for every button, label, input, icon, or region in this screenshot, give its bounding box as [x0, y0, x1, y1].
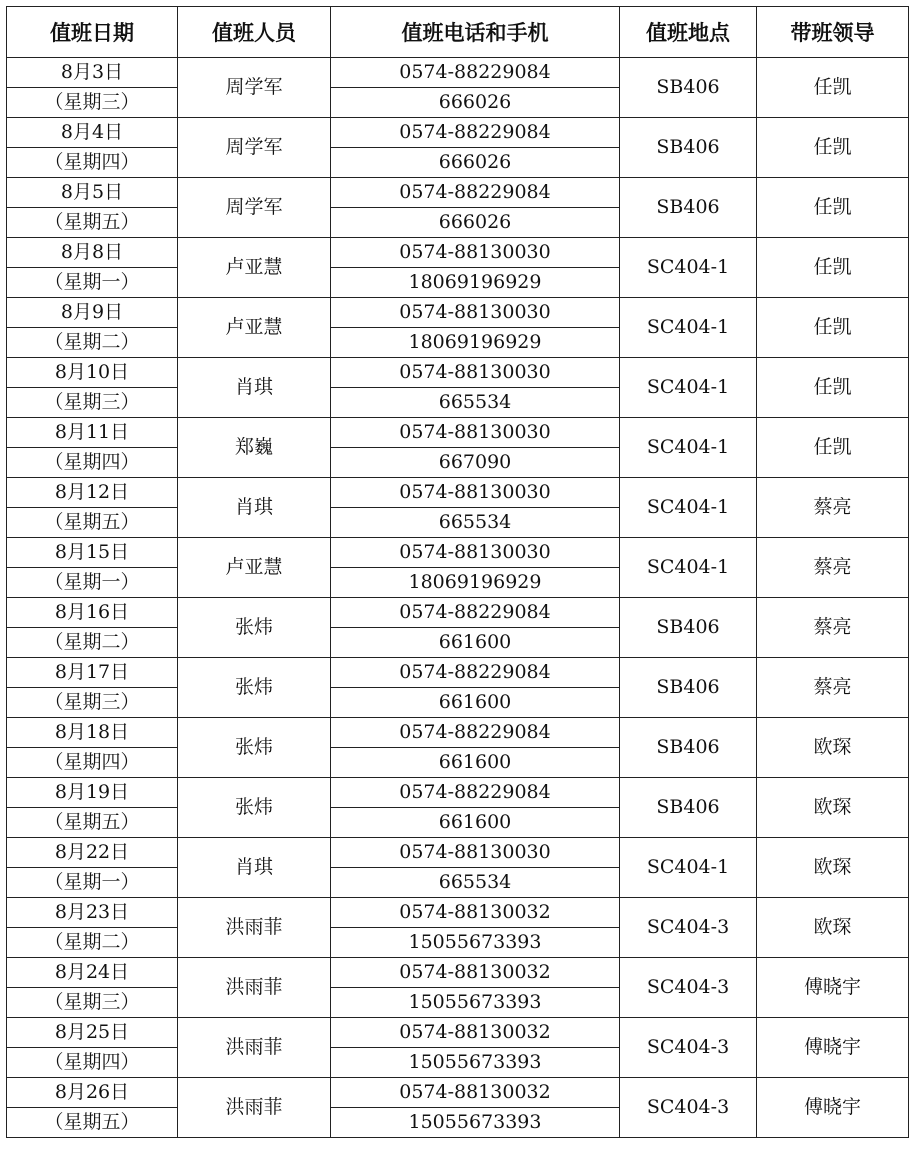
date-cell: 8月11日: [7, 418, 178, 448]
person-cell: 卢亚慧: [178, 298, 331, 358]
mobile-cell: 18069196929: [331, 328, 620, 358]
person-cell: 洪雨菲: [178, 898, 331, 958]
leader-cell: 欧琛: [757, 898, 909, 958]
leader-cell: 任凯: [757, 178, 909, 238]
leader-cell: 任凯: [757, 418, 909, 478]
mobile-cell: 661600: [331, 688, 620, 718]
location-cell: SC404-1: [620, 478, 757, 538]
date-cell: 8月24日: [7, 958, 178, 988]
weekday-cell: （星期四）: [7, 448, 178, 478]
weekday-cell: （星期一）: [7, 868, 178, 898]
location-cell: SC404-3: [620, 1018, 757, 1078]
location-cell: SB406: [620, 598, 757, 658]
table-row: [7, 478, 909, 508]
location-cell: SC404-3: [620, 1078, 757, 1138]
date-cell: 8月4日: [7, 118, 178, 148]
mobile-cell: 15055673393: [331, 1048, 620, 1078]
date-cell: 8月19日: [7, 778, 178, 808]
date-cell: 8月16日: [7, 598, 178, 628]
phone-cell: 0574-88130030: [331, 238, 620, 268]
person-cell: 肖琪: [178, 358, 331, 418]
table-row: [7, 718, 909, 748]
phone-cell: 0574-88229084: [331, 58, 620, 88]
leader-cell: 傅晓宇: [757, 1078, 909, 1138]
weekday-cell: （星期三）: [7, 988, 178, 1018]
mobile-cell: 661600: [331, 628, 620, 658]
phone-cell: 0574-88229084: [331, 598, 620, 628]
phone-cell: 0574-88130030: [331, 358, 620, 388]
weekday-cell: （星期五）: [7, 1108, 178, 1138]
date-cell: 8月5日: [7, 178, 178, 208]
duty-schedule-table: [6, 6, 909, 1138]
header-person: 值班人员: [178, 7, 331, 58]
weekday-cell: （星期四）: [7, 748, 178, 778]
location-cell: SC404-1: [620, 358, 757, 418]
header-phone: 值班电话和手机: [331, 7, 620, 58]
mobile-cell: 666026: [331, 148, 620, 178]
person-cell: 洪雨菲: [178, 958, 331, 1018]
leader-cell: 欧琛: [757, 838, 909, 898]
phone-cell: 0574-88130032: [331, 958, 620, 988]
person-cell: 周学军: [178, 118, 331, 178]
weekday-cell: （星期五）: [7, 508, 178, 538]
location-cell: SC404-3: [620, 958, 757, 1018]
leader-cell: 蔡亮: [757, 478, 909, 538]
weekday-cell: （星期一）: [7, 268, 178, 298]
date-cell: 8月3日: [7, 58, 178, 88]
leader-cell: 任凯: [757, 358, 909, 418]
weekday-cell: （星期五）: [7, 208, 178, 238]
mobile-cell: 666026: [331, 208, 620, 238]
date-cell: 8月8日: [7, 238, 178, 268]
weekday-cell: （星期四）: [7, 1048, 178, 1078]
weekday-cell: （星期五）: [7, 808, 178, 838]
table-row: [7, 778, 909, 808]
phone-cell: 0574-88229084: [331, 118, 620, 148]
weekday-cell: （星期二）: [7, 928, 178, 958]
table-row: [7, 598, 909, 628]
leader-cell: 傅晓宇: [757, 1018, 909, 1078]
weekday-cell: （星期三）: [7, 688, 178, 718]
phone-cell: 0574-88229084: [331, 178, 620, 208]
phone-cell: 0574-88229084: [331, 718, 620, 748]
table-row: [7, 658, 909, 688]
date-cell: 8月25日: [7, 1018, 178, 1048]
leader-cell: 傅晓宇: [757, 958, 909, 1018]
phone-cell: 0574-88229084: [331, 658, 620, 688]
location-cell: SC404-1: [620, 418, 757, 478]
table-row: [7, 118, 909, 148]
person-cell: 周学军: [178, 178, 331, 238]
leader-cell: 任凯: [757, 58, 909, 118]
location-cell: SC404-1: [620, 838, 757, 898]
phone-cell: 0574-88130030: [331, 538, 620, 568]
header-leader: 带班领导: [757, 7, 909, 58]
weekday-cell: （星期三）: [7, 388, 178, 418]
location-cell: SC404-3: [620, 898, 757, 958]
weekday-cell: （星期四）: [7, 148, 178, 178]
location-cell: SB406: [620, 778, 757, 838]
header-row: [7, 7, 909, 58]
leader-cell: 任凯: [757, 238, 909, 298]
table-row: [7, 418, 909, 448]
table-row: [7, 898, 909, 928]
table-row: [7, 58, 909, 88]
person-cell: 周学军: [178, 58, 331, 118]
person-cell: 郑巍: [178, 418, 331, 478]
mobile-cell: 15055673393: [331, 928, 620, 958]
mobile-cell: 15055673393: [331, 1108, 620, 1138]
phone-cell: 0574-88229084: [331, 778, 620, 808]
person-cell: 张炜: [178, 778, 331, 838]
table-row: [7, 358, 909, 388]
weekday-cell: （星期二）: [7, 328, 178, 358]
leader-cell: 蔡亮: [757, 598, 909, 658]
location-cell: SC404-1: [620, 538, 757, 598]
phone-cell: 0574-88130030: [331, 418, 620, 448]
mobile-cell: 661600: [331, 808, 620, 838]
mobile-cell: 666026: [331, 88, 620, 118]
leader-cell: 任凯: [757, 118, 909, 178]
person-cell: 张炜: [178, 718, 331, 778]
date-cell: 8月26日: [7, 1078, 178, 1108]
person-cell: 卢亚慧: [178, 538, 331, 598]
mobile-cell: 18069196929: [331, 568, 620, 598]
mobile-cell: 661600: [331, 748, 620, 778]
mobile-cell: 667090: [331, 448, 620, 478]
person-cell: 洪雨菲: [178, 1078, 331, 1138]
mobile-cell: 665534: [331, 868, 620, 898]
weekday-cell: （星期二）: [7, 628, 178, 658]
table-row: [7, 538, 909, 568]
leader-cell: 欧琛: [757, 718, 909, 778]
weekday-cell: （星期一）: [7, 568, 178, 598]
location-cell: SB406: [620, 58, 757, 118]
date-cell: 8月15日: [7, 538, 178, 568]
location-cell: SB406: [620, 658, 757, 718]
leader-cell: 欧琛: [757, 778, 909, 838]
phone-cell: 0574-88130032: [331, 1018, 620, 1048]
location-cell: SB406: [620, 178, 757, 238]
phone-cell: 0574-88130030: [331, 838, 620, 868]
leader-cell: 蔡亮: [757, 538, 909, 598]
mobile-cell: 18069196929: [331, 268, 620, 298]
table-row: [7, 178, 909, 208]
location-cell: SC404-1: [620, 238, 757, 298]
phone-cell: 0574-88130032: [331, 1078, 620, 1108]
person-cell: 张炜: [178, 598, 331, 658]
weekday-cell: （星期三）: [7, 88, 178, 118]
person-cell: 洪雨菲: [178, 1018, 331, 1078]
header-location: 值班地点: [620, 7, 757, 58]
mobile-cell: 15055673393: [331, 988, 620, 1018]
header-date: 值班日期: [7, 7, 178, 58]
person-cell: 肖琪: [178, 838, 331, 898]
location-cell: SB406: [620, 718, 757, 778]
mobile-cell: 665534: [331, 388, 620, 418]
date-cell: 8月22日: [7, 838, 178, 868]
table-row: [7, 298, 909, 328]
person-cell: 卢亚慧: [178, 238, 331, 298]
date-cell: 8月23日: [7, 898, 178, 928]
phone-cell: 0574-88130030: [331, 478, 620, 508]
location-cell: SC404-1: [620, 298, 757, 358]
table-body: [7, 58, 909, 1138]
date-cell: 8月12日: [7, 478, 178, 508]
mobile-cell: 665534: [331, 508, 620, 538]
table-row: [7, 838, 909, 868]
leader-cell: 任凯: [757, 298, 909, 358]
phone-cell: 0574-88130030: [331, 298, 620, 328]
phone-cell: 0574-88130032: [331, 898, 620, 928]
person-cell: 肖琪: [178, 478, 331, 538]
leader-cell: 蔡亮: [757, 658, 909, 718]
table-row: [7, 958, 909, 988]
table-row: [7, 238, 909, 268]
date-cell: 8月17日: [7, 658, 178, 688]
date-cell: 8月9日: [7, 298, 178, 328]
person-cell: 张炜: [178, 658, 331, 718]
date-cell: 8月18日: [7, 718, 178, 748]
table-row: [7, 1018, 909, 1048]
location-cell: SB406: [620, 118, 757, 178]
date-cell: 8月10日: [7, 358, 178, 388]
table-row: [7, 1078, 909, 1108]
